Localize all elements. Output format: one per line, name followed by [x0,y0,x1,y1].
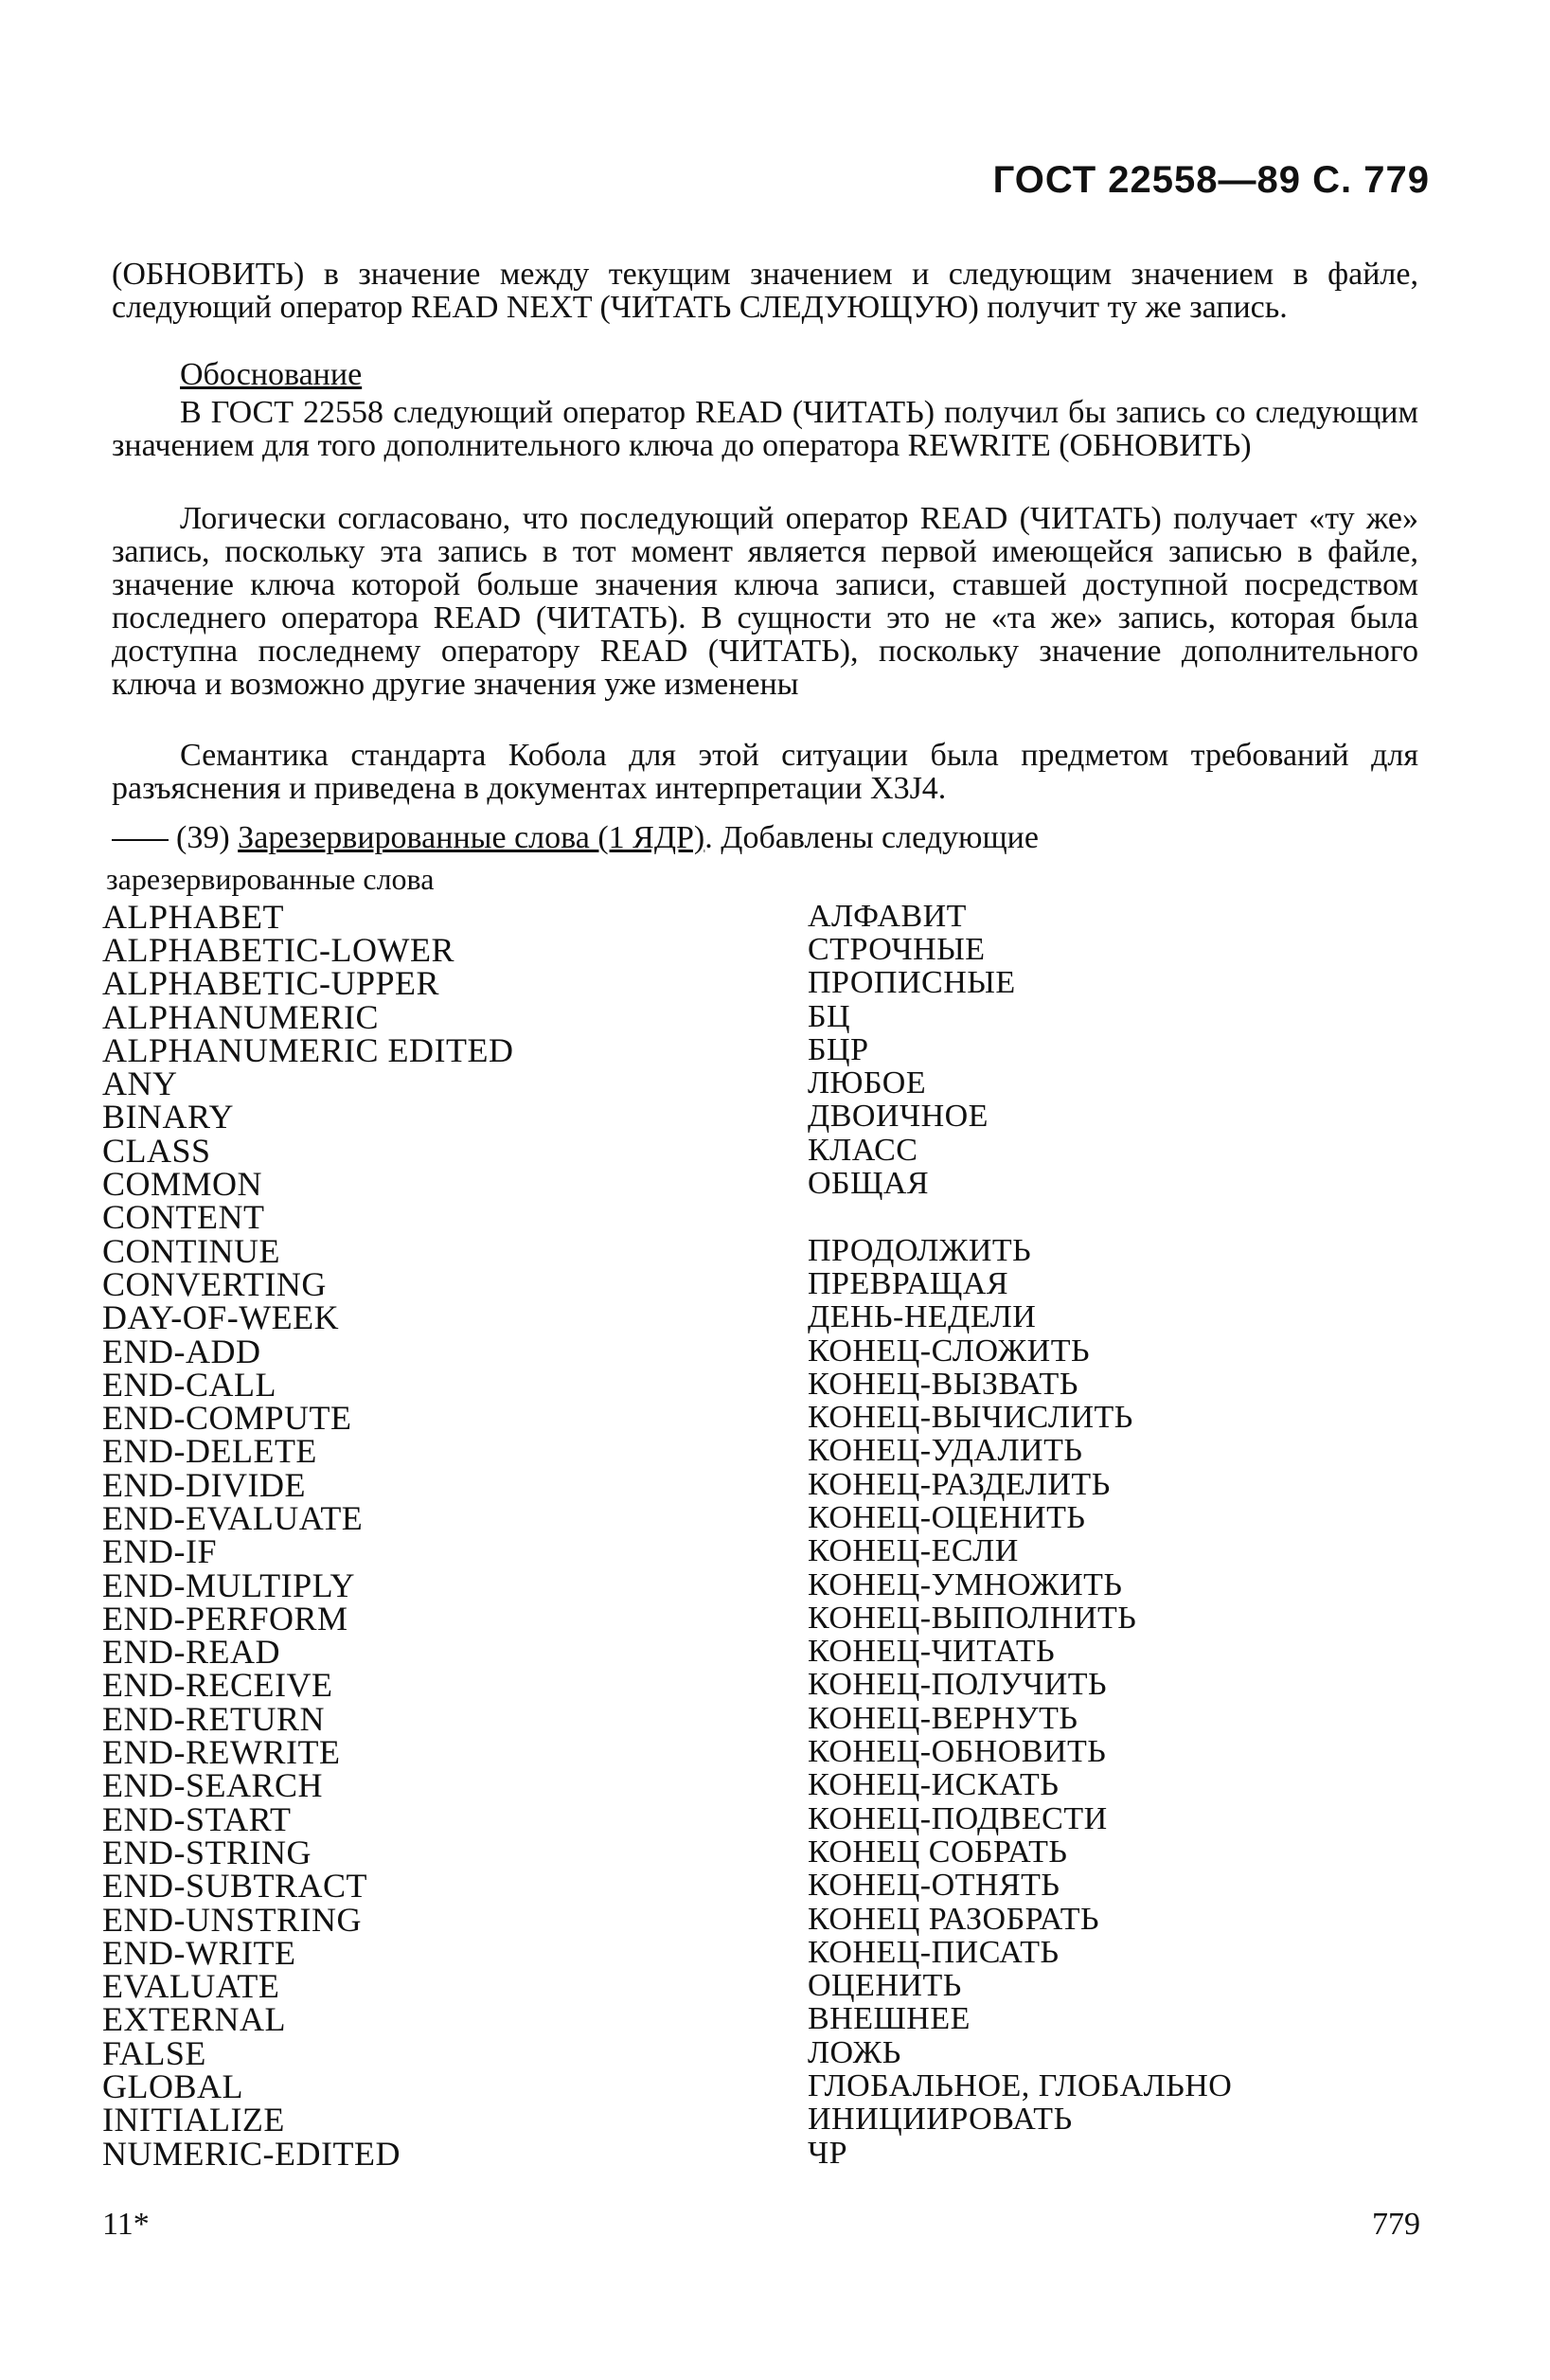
reserved-word-russian: ИНИЦИИРОВАТЬ [808,2102,1073,2138]
word-row [102,1933,1381,1972]
word-row [102,1399,1381,1438]
reserved-word-english: END-IF [102,1532,217,1571]
word-row [102,1065,1381,1103]
reserved-word-russian: КОНЕЦ-ОБНОВИТЬ [808,1734,1107,1770]
reserved-word-english: END-CALL [102,1365,276,1404]
reserved-word-english: CONTINUE [102,1231,280,1270]
word-row [102,1131,1381,1170]
word-row [102,1465,1381,1504]
word-row [102,1733,1381,1772]
reserved-word-russian: ДВОИЧНОЕ [808,1099,989,1135]
word-row [102,1699,1381,1738]
reserved-word-russian: КЛАСС [808,1132,918,1168]
section-title-underlined: Зарезервированные слова (1 ЯДР) [238,820,705,855]
reserved-word-english: END-READ [102,1633,280,1672]
reserved-word-english: BINARY [102,1098,235,1136]
word-row [102,930,1381,969]
word-row [102,2000,1381,2039]
reserved-word-english: ANY [102,1065,178,1103]
reserved-word-russian: КОНЕЦ-ЧИТАТЬ [808,1634,1056,1670]
continuation-paragraph [112,258,1418,324]
reserved-word-russian: ОБЩАЯ [808,1166,930,1202]
reserved-word-russian: КОНЕЦ-ИСКАТЬ [808,1767,1060,1803]
logic-text: Логически согласовано, что последующий оператор READ (ЧИТАТЬ) получает «ту же» запись, поскольку эта запись в тот момент является первой имеющейся записью в файле, значение ключа которой больше значения ключа записи, ставшей доступной посредством последнего оператора READ (ЧИТАТЬ). В сущности это не «та же» запись, которая была доступна последнему оператору READ (ЧИТАТЬ), поскольку значение дополнительного ключа и возможно другие значения уже изменены [112,501,1418,702]
footer-signature-mark: 11* [102,2207,150,2242]
reserved-word-russian: КОНЕЦ-РАЗДЕЛИТЬ [808,1466,1111,1502]
semantics-text: Семантика стандарта Кобола для этой ситуации была предметом требований для разъяснения и приведена в документах интерпретации X3J4. [112,738,1418,806]
reserved-word-english: COMMON [102,1165,263,1204]
reserved-word-russian: СТРОЧНЫЕ [808,931,986,967]
word-row [102,1334,1381,1368]
word-row [102,897,1381,936]
word-row [102,2033,1381,2072]
reserved-word-english: ALPHANUMERIC [102,997,380,1036]
logic-paragraph [112,502,1418,701]
rationale-text: В ГОСТ 22558 следующий оператор READ (ЧИТАТЬ) получил бы запись со следующим значением для того дополнительного ключа до оператора REWRITE (ОБНОВИТЬ) [112,395,1418,463]
reserved-word-russian: КОНЕЦ РАЗОБРАТЬ [808,1901,1100,1937]
reserved-word-russian: КОНЕЦ-ПОДВЕСТИ [808,1800,1108,1836]
page-number: 779 [1372,2207,1420,2242]
word-row [102,1298,1381,1337]
word-row [102,1030,1381,1069]
reserved-word-russian: ДЕНЬ-НЕДЕЛИ [808,1299,1037,1335]
word-row [102,1198,1381,1237]
reserved-word-english: END-SEARCH [102,1766,324,1805]
reserved-word-russian: АЛФАВИТ [808,898,967,934]
word-row [102,1867,1381,1906]
reserved-word-russian: КОНЕЦ-ПИСАТЬ [808,1934,1060,1970]
reserved-word-english: END-DELETE [102,1432,317,1471]
reserved-word-english: CONVERTING [102,1264,327,1303]
reserved-word-russian: ПРОПИСНЫЕ [808,965,1016,1001]
reserved-word-english: END-EVALUATE [102,1499,364,1537]
section-title [112,820,1418,856]
reserved-word-english: END-REWRITE [102,1733,341,1772]
intro-line: зарезервированные слова [106,862,435,896]
reserved-word-english: END-STRING [102,1833,312,1871]
reserved-word-russian: КОНЕЦ-ОТНЯТЬ [808,1868,1060,1904]
reserved-word-russian: КОНЕЦ-ОЦЕНИТЬ [808,1500,1086,1535]
word-row [102,1666,1381,1705]
word-row [102,1599,1381,1637]
word-row [102,997,1381,1036]
reserved-word-russian: КОНЕЦ СОБРАТЬ [808,1834,1068,1870]
reserved-word-russian: КОНЕЦ-УМНОЖИТЬ [808,1566,1123,1602]
reserved-word-russian: ЛОЖЬ [808,2034,901,2070]
reserved-word-russian: КОНЕЦ-ВЫПОЛНИТЬ [808,1600,1137,1636]
reserved-word-english: END-RECEIVE [102,1666,333,1705]
reserved-word-english: DAY-OF-WEEK [102,1298,340,1337]
section-title-rest: . Добавлены следующие [704,820,1039,855]
reserved-word-english: NUMERIC-EDITED [102,2134,401,2173]
word-row [102,1633,1381,1672]
reserved-word-english: END-ADD [102,1332,261,1370]
reserved-word-english: CLASS [102,1131,211,1170]
word-row [102,1900,1381,1939]
reserved-word-russian: ЧР [808,2135,848,2171]
reserved-word-russian: ВНЕШНЕЕ [808,2001,971,2037]
reserved-word-english: ALPHANUMERIC EDITED [102,1030,514,1069]
reserved-word-russian: ГЛОБАЛЬНОЕ, ГЛОБАЛЬНО [808,2068,1233,2104]
reserved-word-english: END-START [102,1799,292,1838]
word-row [102,1165,1381,1204]
reserved-word-russian: КОНЕЦ-ПОЛУЧИТЬ [808,1667,1108,1703]
reserved-word-english: INITIALIZE [102,2101,285,2139]
reserved-word-russian: КОНЕЦ-УДАЛИТЬ [808,1433,1083,1469]
reserved-word-russian: КОНЕЦ-ВЕРНУТЬ [808,1700,1078,1736]
reserved-word-english: END-RETURN [102,1699,325,1738]
reserved-word-english: FALSE [102,2033,206,2072]
section-number: (39) [176,820,230,855]
word-row [102,1967,1381,2006]
reserved-word-russian: ЛЮБОЕ [808,1065,927,1101]
reserved-words-list [102,897,1381,2173]
word-row [102,1568,1381,1602]
word-row [102,1432,1381,1471]
rationale-paragraph [112,396,1418,462]
reserved-word-english: END-WRITE [102,1933,296,1972]
reserved-word-russian: БЦР [808,1031,869,1067]
reserved-word-russian: БЦ [808,998,851,1034]
word-row [102,1532,1381,1571]
reserved-word-english: ALPHABET [102,897,284,936]
reserved-word-english: CONTENT [102,1198,265,1237]
word-row [102,1766,1381,1805]
reserved-word-english: END-PERFORM [102,1599,348,1637]
reserved-word-english: ALPHABETIC-UPPER [102,964,440,1003]
reserved-word-english: END-MULTIPLY [102,1566,356,1604]
reserved-word-russian: КОНЕЦ-СЛОЖИТЬ [808,1333,1090,1369]
reserved-word-russian: ПРОДОЛЖИТЬ [808,1232,1032,1268]
reserved-word-russian: КОНЕЦ-ВЫЧИСЛИТЬ [808,1400,1133,1436]
word-row [102,1835,1381,1869]
word-row [102,2067,1381,2106]
word-row [102,1499,1381,1537]
reserved-word-english: END-DIVIDE [102,1465,306,1504]
reserved-word-english: EVALUATE [102,1967,280,2006]
reserved-word-russian: ПРЕВРАЩАЯ [808,1265,1009,1301]
reserved-word-english: END-UNSTRING [102,1900,362,1939]
word-row [102,2134,1381,2173]
semantics-paragraph [112,739,1418,805]
word-row [102,2103,1381,2137]
reserved-word-english: END-COMPUTE [102,1399,352,1438]
continuation-text: (ОБНОВИТЬ) в значение между текущим значением и следующим значением в файле, следующий оператор READ NEXT (ЧИТАТЬ СЛЕДУЮЩУЮ) получит ту же запись. [112,257,1418,325]
word-row [102,964,1381,1003]
page-header: ГОСТ 22558—89 С. 779 [992,159,1430,201]
word-row [102,1264,1381,1303]
rationale-heading: Обоснование [180,357,363,392]
word-row [102,1231,1381,1270]
reserved-word-english: GLOBAL [102,2067,243,2106]
section-rule [112,839,169,841]
reserved-word-english: ALPHABETIC-LOWER [102,930,454,969]
reserved-word-russian: КОНЕЦ-ЕСЛИ [808,1533,1019,1569]
reserved-word-russian: ОЦЕНИТЬ [808,1968,962,2004]
reserved-word-english: END-SUBTRACT [102,1867,368,1906]
word-row [102,1799,1381,1838]
word-row [102,1365,1381,1404]
word-row [102,1098,1381,1136]
reserved-word-english: EXTERNAL [102,2000,286,2039]
reserved-word-russian: КОНЕЦ-ВЫЗВАТЬ [808,1366,1078,1402]
